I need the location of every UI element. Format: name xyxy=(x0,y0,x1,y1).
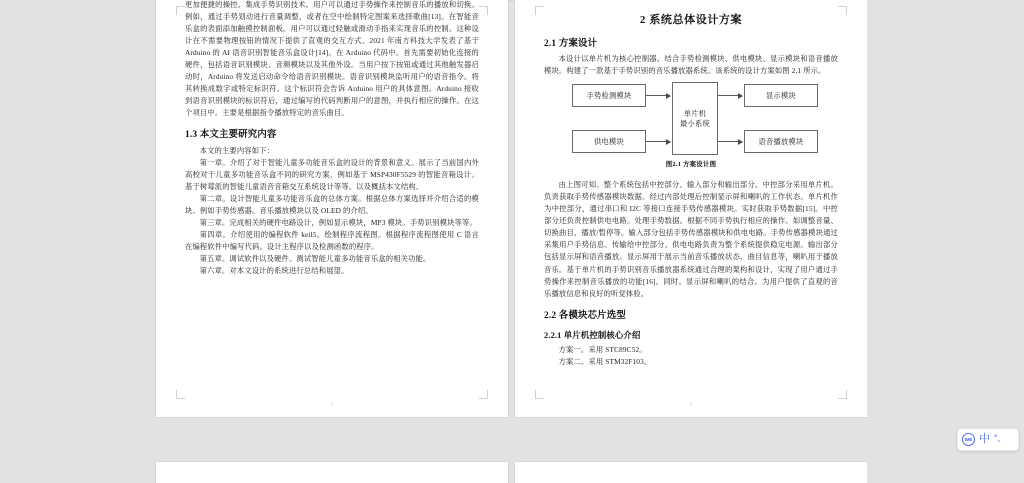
document-page-3-partial[interactable] xyxy=(156,462,508,483)
diagram-connector xyxy=(646,141,667,142)
diagram-connector xyxy=(646,95,667,96)
paragraph: 由上图可知。整个系统包括中控部分、输入部分和输出部分。中控部分采用单片机。负责获取手势传感器模块数据。经过内部处理后控制显示屏和喇叭的工作状态。单片机作为中控部分，通过串口和 I2C 等接口连接手势传感器模块。实时获取手势数据[15]。中控部分还负责控制供电电路。处理手势数据。根据不同手势执行相应的操作。如调整音量、切换曲目、播放/暂停等。输入部分包括手势传感器模块和供电电路。手势传感器模块通过采集用户手势信息。传输给中控部分。供电电路负责为整个系统提供稳定电源。输出部分包括显示屏和语音播放。显示屏用于展示当前音乐播放状态、曲目信息等，喇叭用于播放音乐。基于单片机的手势识别音乐播放器系统通过合理的架构和设计，实现了用户通过手势操作来控制音乐播放的功能[16]。同时。显示屏和喇叭的结合。为用户提供了直观的音乐播放信息和良好的听觉体验。 xyxy=(544,180,838,298)
diagram-box-label-line1: 单片机 xyxy=(683,109,707,118)
diagram-box-display xyxy=(744,84,818,107)
paragraph: 本设计以单片机为核心控制器。结合手势检测模块、供电模块、显示模块和语音播放模块。构建了一款基于手势识别的音乐播放器系统。该系统的设计方案如图 2.1 所示。 xyxy=(544,54,838,76)
ime-logo-icon[interactable]: IME xyxy=(962,433,975,446)
document-page-2[interactable] xyxy=(515,0,867,417)
crop-mark-bottom-left xyxy=(176,390,185,399)
crop-mark-bottom-left xyxy=(535,390,544,399)
crop-mark-top-right xyxy=(838,6,847,15)
paragraph: 方案二。采用 STM32F103。 xyxy=(558,356,652,366)
ime-language-mode-button[interactable]: 中 xyxy=(979,433,990,445)
ime-status-bar[interactable] xyxy=(957,428,1019,451)
figure-caption: 图2.1 方案设计图 xyxy=(665,161,717,169)
page-2-text-body xyxy=(544,0,838,368)
diagram-box-label: 显示模块 xyxy=(766,91,796,100)
crop-mark-bottom-right xyxy=(838,390,847,399)
heading-2-2: 2.2 各模块芯片选型 xyxy=(544,310,626,321)
diagram-arrow-head xyxy=(738,139,743,145)
paragraph: 第五章。调试软件以及硬件。测试智能儿童多功能音乐盒的相关功能。 xyxy=(199,253,431,263)
diagram-box-gesture-detect xyxy=(572,84,646,107)
heading-2-2-1: 2.2.1 单片机控制核心介绍 xyxy=(544,330,641,340)
document-page-4-partial[interactable] xyxy=(515,462,867,483)
diagram-box-audio-play xyxy=(744,130,818,153)
paragraph: 本文的主要内容如下： xyxy=(199,145,275,155)
paragraph: 第二章。设计智能儿童多功能音乐盒的总体方案。根据总体方案选择并介绍合适的模块。例如手势传感器。音乐播放模块以及 OLED 的介绍。 xyxy=(185,193,479,215)
chapter-title: 2 系统总体设计方案 xyxy=(639,14,743,26)
paragraph: 更加便捷的操控。集成手势识别技术。用户可以通过手势操作来控制音乐的播放和切换。例如，通过手势划动进行音量调整，或者在空中绘制特定图案来选择歌曲[13]。在智能音乐盒的表面添加触摸控制面板。用户可以通过轻触或滑动手指来实现音乐的控制。这种设计在不需要物理按钮的情况下提供了直观的交互方式。2021 年南方科技大学发表了基于 Arduino 的 AI 语音识别智能音乐盒设计[14]。在 Arduino 代码中。首先需要初始化连接的硬件，包括语音识别模块、音频模块以及其他外设。当用户按下按钮或通过其他触发器启动时，Arduino 将发送启动命令给语音识别模块。语音识别模块监听用户的语音指令。将其转换成数字或特定标识符。这个标识符会告诉 Arduino 用户的具体意图。Arduino 接收到语音识别模块的标识符后，通过编写的代码判断用户的意图，并执行相应的操作。在这个项目中。主要是根据指令播放特定的音乐曲目。 xyxy=(185,0,479,118)
page-number: 6 xyxy=(689,402,693,408)
page-number: 5 xyxy=(330,402,334,408)
crop-mark-top-left xyxy=(535,6,544,15)
crop-mark-top-right xyxy=(479,6,488,15)
diagram-box-label: 语音播放模块 xyxy=(758,137,804,146)
page-1-text-body xyxy=(185,0,479,277)
heading-2-1: 2.1 方案设计 xyxy=(544,39,598,50)
paragraph: 第一章。介绍了对于智能儿童多功能音乐盒的设计的背景和意义。展示了当前国内外高校对于儿童多功能音乐盒不同的研究方案，例如基于 MSP430F5529 的智能音箱设计。基于树莓派的智能儿童语音音箱交互系统设计等等。以及概括本文结构。 xyxy=(185,157,479,191)
figure-2-1 xyxy=(544,82,838,179)
viewer-right-gutter xyxy=(867,0,1024,483)
diagram-box-label: 供电模块 xyxy=(594,137,624,146)
paragraph: 方案一。采用 STC89C52。 xyxy=(558,344,647,354)
viewer-left-gutter xyxy=(0,0,156,483)
paragraph: 第四章。介绍使用的编程软件 keil5。绘制程序流程图。根据程序流程图使用 C 语言在编程软件中编写代码。设计主程序以及检测函数的程序。 xyxy=(185,229,479,251)
diagram-box-power-supply xyxy=(572,130,646,153)
diagram-box-mcu-core xyxy=(672,82,718,155)
diagram-box-label-line2: 最小系统 xyxy=(680,119,710,128)
document-page-1[interactable] xyxy=(156,0,508,417)
diagram-connector xyxy=(718,95,739,96)
diagram-arrow-head xyxy=(666,93,671,99)
paragraph: 第三章。完成相关的硬件电路设计，例如显示模块，MP3 模块。手势识别模块等等。 xyxy=(199,217,477,227)
crop-mark-top-left xyxy=(176,6,185,15)
heading-1-3: 1.3 本文主要研究内容 xyxy=(185,130,277,141)
ime-punctuation-mode-button[interactable]: °, xyxy=(994,433,1001,443)
diagram-arrow-head xyxy=(666,139,671,145)
paragraph: 第六章。对本文设计的系统进行总结和展望。 xyxy=(199,265,349,275)
diagram-connector xyxy=(718,141,739,142)
diagram-box-label: 手势检测模块 xyxy=(586,91,632,100)
diagram-arrow-head xyxy=(738,93,743,99)
crop-mark-bottom-right xyxy=(479,390,488,399)
